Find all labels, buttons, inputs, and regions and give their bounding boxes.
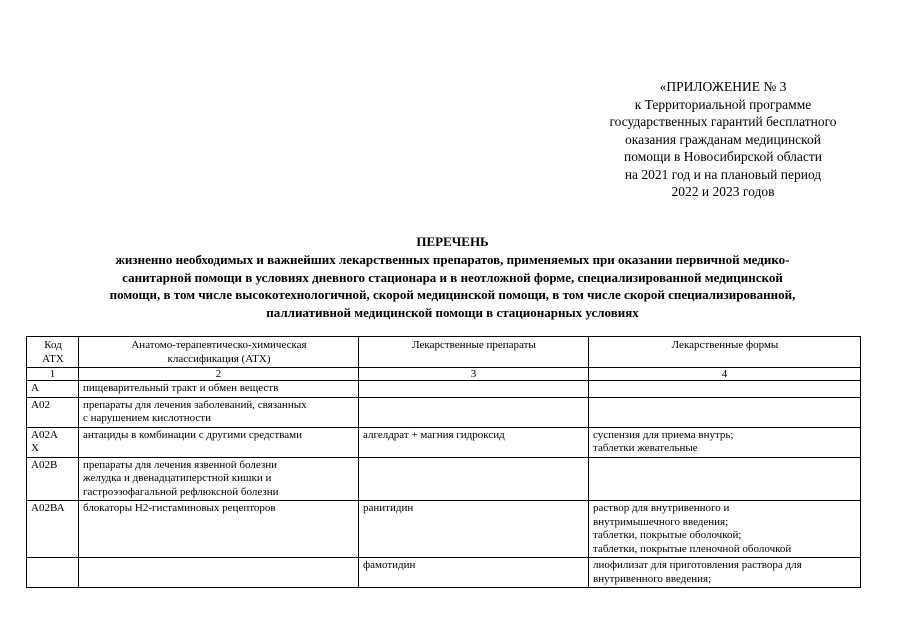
forms-cell [589,558,861,588]
forms-line: раствор для внутривенного и [593,502,730,514]
table-body [27,337,861,588]
classification-line: желудка и двенадцатиперстной кишки и [83,472,272,484]
forms-cell [589,397,861,427]
table-row [27,381,861,398]
atc-code-cell [27,558,79,588]
appendix-line: к Территориальной программе [634,96,812,112]
drug-line: ранитидин [363,502,414,514]
table-row [27,397,861,427]
header-row [27,337,861,368]
appendix-line: 2022 и 2023 годов [671,184,775,199]
column-number: 1 [27,368,79,381]
forms-line: таблетки жевательные [593,442,698,454]
header-classification-line: классификация (АТХ) [167,352,271,365]
appendix-line: помощи в Новосибирской области [623,149,823,164]
atc-code-line: Х [31,442,39,454]
atc-code-line: А02 [31,398,50,411]
classification-cell [79,427,359,457]
drug-cell [359,427,589,457]
classification-line: пищеварительный тракт и обмен веществ [83,382,279,394]
forms-line: внутривенного введения; [593,572,712,585]
atc-code-cell [27,501,79,558]
drug-list-table [26,336,861,588]
subtitle-line: помощи, в том числе высокотехнологичной, скорой медицинской помощи, в том числе скорой специализированной, [109,287,796,302]
atc-code-line: А02ВА [31,502,65,514]
drug-cell [359,457,589,501]
drug-line: фамотидин [363,559,416,571]
atc-code-cell [27,427,79,457]
forms-line: таблетки, покрытые оболочкой; [593,529,742,541]
classification-cell [79,558,359,588]
header-classification [79,337,359,368]
column-number-row [27,368,861,381]
header-forms [589,337,861,368]
header-code [27,337,79,368]
classification-cell [79,381,359,398]
forms-line: лиофилизат для приготовления раствора для [593,559,802,571]
atc-code-cell [27,397,79,427]
drug-line: алгелдрат + магния гидроксид [363,428,505,441]
subtitle-line: санитарной помощи в условиях дневного стационара и в неотложной форме, специализированной медицинской [122,269,783,285]
document-subtitle [22,251,883,321]
forms-cell [589,381,861,398]
subtitle-line: жизненно необходимых и важнейших лекарственных препаратов, применяемых при оказании первичной медико- [115,252,790,267]
appendix-block [596,78,850,201]
column-number: 2 [79,368,359,381]
table-row [27,558,861,588]
header-drugs [359,337,589,368]
forms-cell [589,457,861,501]
atc-code-line: А02В [31,458,58,471]
classification-cell [79,501,359,558]
classification-line: гастроэзофагальной рефлюксной болезни [83,485,279,498]
appendix-line: государственных гарантий бесплатного [609,114,837,129]
classification-line: блокаторы Н2-гистаминовых рецепторов [83,502,276,514]
header-code-line: Код [44,339,62,351]
classification-line: с нарушением кислотности [83,412,211,424]
atc-code-cell [27,381,79,398]
classification-line: препараты для лечения заболеваний, связанных [83,398,307,411]
drug-cell [359,501,589,558]
atc-code-line: А [31,382,39,394]
forms-line: таблетки, покрытые пленочной оболочкой [593,542,792,555]
forms-cell [589,501,861,558]
forms-cell [589,427,861,457]
drug-cell [359,558,589,588]
classification-cell [79,397,359,427]
header-drugs-label: Лекарственные препараты [412,339,536,351]
header-forms-label: Лекарственные формы [671,339,779,351]
document-title: ПЕРЕЧЕНЬ [416,234,489,249]
column-number: 3 [359,368,589,381]
atc-code-cell [27,457,79,501]
table-row [27,427,861,457]
classification-line: антациды в комбинации с другими средствами [83,428,303,441]
forms-line: суспензия для приема внутрь; [593,428,734,441]
table-row [27,501,861,558]
classification-line: препараты для лечения язвенной болезни [83,458,277,471]
table-row [27,457,861,501]
drug-cell [359,397,589,427]
classification-cell [79,457,359,501]
subtitle-line: паллиативной медицинской помощи в стационарных условиях [266,304,639,320]
appendix-line: «ПРИЛОЖЕНИЕ № 3 [659,79,787,94]
header-code-line: АТХ [42,352,64,365]
header-classification-line: Анатомо-терапевтическо-химическая [131,339,307,351]
appendix-line: на 2021 год и на плановый период [624,166,822,182]
forms-line: внутримышечного введения; [593,515,729,528]
column-number: 4 [589,368,861,381]
atc-code-line: А02А [31,428,58,441]
appendix-line: оказания гражданам медицинской [624,131,822,147]
drug-cell [359,381,589,398]
